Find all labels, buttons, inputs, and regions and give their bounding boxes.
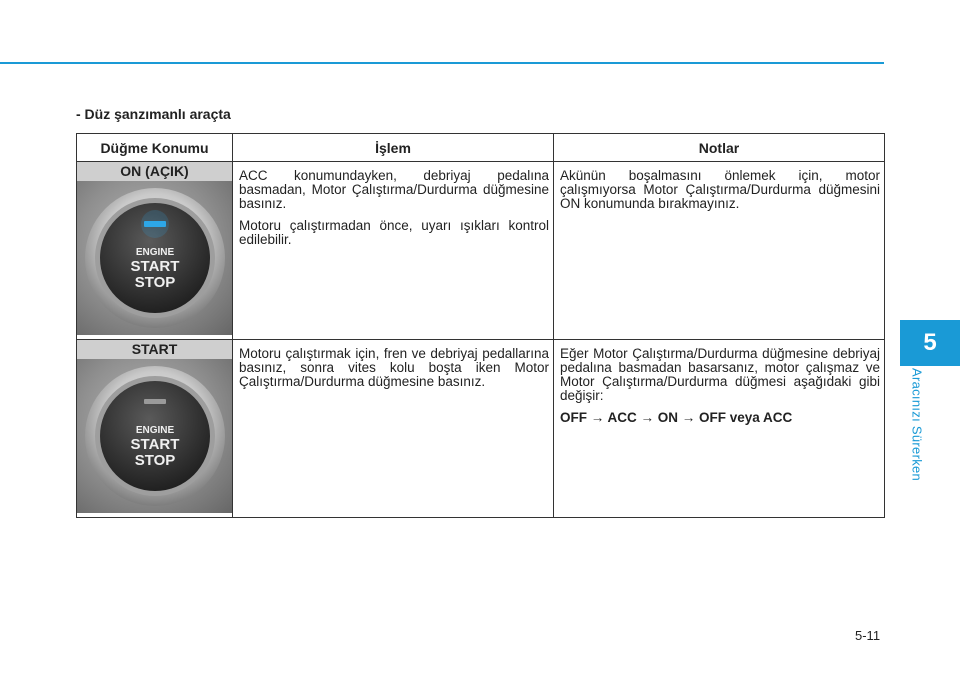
operation-text: ACC konumundayken, debriyaj pedalına basmadan, Motor Çalıştırma/Durdurma düğmesine basınız. <box>239 168 549 211</box>
column-header-notes: Notlar <box>554 134 885 162</box>
operation-text: Motoru çalıştırmadan önce, uyarı ışıkları kontrol edilebilir. <box>239 218 549 247</box>
chapter-tab <box>900 320 960 366</box>
page-number: 5-11 <box>855 628 881 643</box>
notes-text: Eğer Motor Çalıştırma/Durdurma düğmesine debriyaj pedalına basmadan basarsanız, motor çalışmaz ve Motor Çalıştırma/Durdurma düğmesi aşağıdaki gibi değişir: <box>560 346 880 403</box>
chapter-number: 5 <box>923 329 937 356</box>
column-header-operation: İşlem <box>233 134 554 162</box>
table-row <box>77 162 885 340</box>
top-rule <box>0 62 884 64</box>
button-text-engine: ENGINE <box>135 425 174 436</box>
button-text-start: START <box>130 436 179 453</box>
chapter-title: Aracınızı Sürerken <box>909 368 925 482</box>
engine-start-stop-button-icon <box>80 183 230 333</box>
button-text-engine: ENGINE <box>135 247 174 258</box>
column-header-position: Düğme Konumu <box>77 134 233 162</box>
indicator-light-off <box>144 399 166 404</box>
table-header-row <box>77 134 885 162</box>
button-text-start: START <box>130 258 179 275</box>
position-sequence: OFF → ACC → ON → OFF veya ACC <box>560 410 793 425</box>
position-cell <box>77 162 233 340</box>
position-label: ON (AÇIK) <box>77 162 232 181</box>
notes-cell <box>554 340 885 518</box>
button-text-stop: STOP <box>134 452 175 469</box>
position-label: START <box>77 340 232 359</box>
operation-text: Motoru çalıştırmak için, fren ve debriyaj pedallarına basınız, sonra vites kolu boşta iken Motor Çalıştırma/Durdurma düğmesine basınız. <box>239 346 549 389</box>
button-position-table <box>76 133 885 518</box>
operation-cell <box>233 162 554 340</box>
section-heading: - Düz şanzımanlı araçta <box>76 106 231 122</box>
engine-start-stop-button-icon <box>80 361 230 511</box>
notes-cell <box>554 162 885 340</box>
notes-text: Akünün boşalmasını önlemek için, motor çalışmıyorsa Motor Çalıştırma/Durdurma düğmesini ON konumunda bırakmayınız. <box>560 168 880 211</box>
button-text-stop: STOP <box>134 274 175 291</box>
engine-button-photo <box>77 181 232 335</box>
position-cell <box>77 340 233 518</box>
table-row <box>77 340 885 518</box>
operation-cell <box>233 340 554 518</box>
engine-button-photo <box>77 359 232 513</box>
